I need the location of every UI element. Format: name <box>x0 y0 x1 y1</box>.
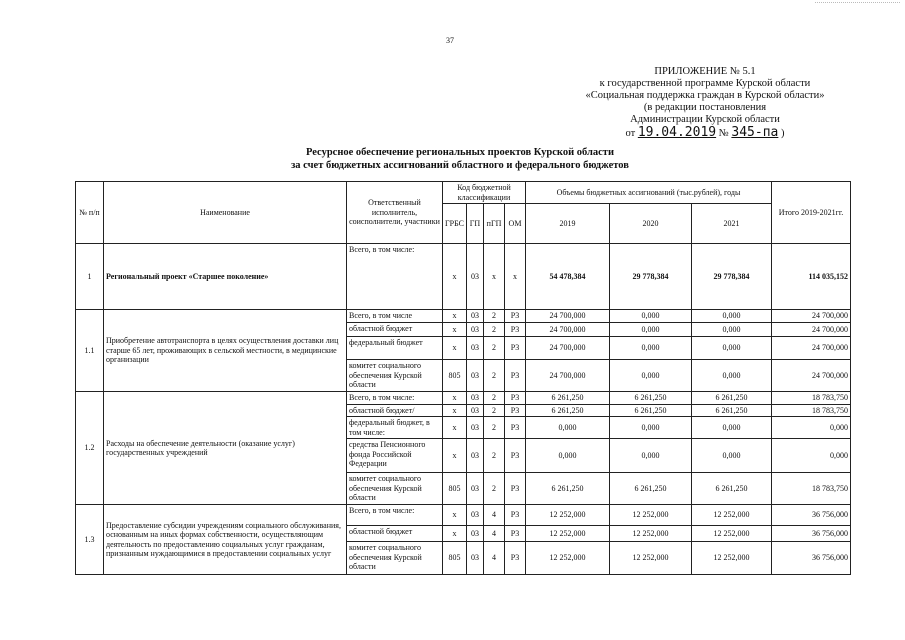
om-cell: P3 <box>505 526 526 542</box>
om-cell: P3 <box>505 337 526 360</box>
grbs-cell: 805 <box>443 542 467 575</box>
total-cell: 114 035,152 <box>772 244 851 310</box>
appendix-line-3: «Социальная поддержка граждан в Курской области» <box>585 90 825 101</box>
y2019-cell: 0,000 <box>526 417 610 439</box>
y2020-cell: 6 261,250 <box>610 392 692 405</box>
pgp-cell: 2 <box>484 310 505 323</box>
executor-cell: областной бюджет <box>347 526 443 542</box>
header-num: № п/п <box>76 182 104 244</box>
total-cell: 36 756,000 <box>772 542 851 575</box>
pgp-cell: 2 <box>484 417 505 439</box>
executor-cell: комитет социального обеспечения Курской области <box>347 473 443 505</box>
y2021-cell: 12 252,000 <box>692 505 772 526</box>
decree-number: 345-па <box>731 125 779 140</box>
row-number: 1.1 <box>76 310 104 392</box>
header-row-1 <box>76 182 851 204</box>
y2020-cell: 0,000 <box>610 417 692 439</box>
y2019-cell: 24 700,000 <box>526 337 610 360</box>
total-cell: 24 700,000 <box>772 310 851 323</box>
y2020-cell: 12 252,000 <box>610 505 692 526</box>
y2021-cell: 0,000 <box>692 323 772 337</box>
grbs-cell: x <box>443 404 467 417</box>
decree-date: 19.04.2019 <box>637 125 717 140</box>
header-gp: ГП <box>467 204 484 244</box>
om-cell: P3 <box>505 417 526 439</box>
y2021-cell: 0,000 <box>692 310 772 323</box>
title-line-1: Ресурсное обеспечение региональных проектов Курской области <box>305 147 614 158</box>
total-cell: 36 756,000 <box>772 526 851 542</box>
header-executor: Ответственный исполнитель, соисполнители, участники <box>347 182 443 244</box>
y2020-cell: 0,000 <box>610 360 692 392</box>
pgp-cell: 2 <box>484 360 505 392</box>
grbs-cell: 805 <box>443 360 467 392</box>
header-om: ОМ <box>505 204 526 244</box>
y2020-cell: 6 261,250 <box>610 473 692 505</box>
item-name: Региональный проект «Старшее поколение» <box>104 244 347 310</box>
grbs-cell: x <box>443 244 467 310</box>
y2021-cell: 12 252,000 <box>692 526 772 542</box>
y2019-cell: 12 252,000 <box>526 526 610 542</box>
table-body <box>76 244 851 575</box>
total-cell: 24 700,000 <box>772 360 851 392</box>
appendix-title: ПРИЛОЖЕНИЕ № 5.1 <box>654 66 756 77</box>
y2020-cell: 0,000 <box>610 310 692 323</box>
y2019-cell: 6 261,250 <box>526 473 610 505</box>
gp-cell: 03 <box>467 392 484 405</box>
document-title <box>250 146 670 172</box>
total-cell: 0,000 <box>772 439 851 473</box>
header-budget-code: Код бюджетной классификации <box>443 182 526 204</box>
om-cell: P3 <box>505 323 526 337</box>
page-number: 37 <box>446 36 454 45</box>
y2021-cell: 0,000 <box>692 439 772 473</box>
total-cell: 0,000 <box>772 417 851 439</box>
header-total: Итого 2019-2021гг. <box>772 182 851 244</box>
budget-table <box>75 181 851 575</box>
gp-cell: 03 <box>467 310 484 323</box>
total-cell: 18 783,750 <box>772 392 851 405</box>
grbs-cell: x <box>443 526 467 542</box>
total-cell: 24 700,000 <box>772 337 851 360</box>
om-cell: P3 <box>505 360 526 392</box>
header-pgp: пГП <box>484 204 505 244</box>
scan-edge-line <box>815 2 900 3</box>
om-cell: P3 <box>505 404 526 417</box>
total-cell: 36 756,000 <box>772 505 851 526</box>
pgp-cell: 2 <box>484 404 505 417</box>
pgp-cell: 4 <box>484 526 505 542</box>
item-name: Предоставление субсидии учреждениям социального обслуживания, основанным на иных формах собственности, осуществляющим деятельность по предоставлению социальных услуг гражданам, признанным нуждающимися в предоставлении социальных услуг <box>104 505 347 575</box>
executor-cell: комитет социального обеспечения Курской области <box>347 542 443 575</box>
grbs-cell: x <box>443 439 467 473</box>
gp-cell: 03 <box>467 244 484 310</box>
gp-cell: 03 <box>467 417 484 439</box>
pgp-cell: 2 <box>484 392 505 405</box>
header-name: Наименование <box>104 182 347 244</box>
row-number: 1 <box>76 244 104 310</box>
total-cell: 18 783,750 <box>772 404 851 417</box>
y2021-cell: 6 261,250 <box>692 473 772 505</box>
header-2021: 2021 <box>692 204 772 244</box>
grbs-cell: x <box>443 417 467 439</box>
y2021-cell: 0,000 <box>692 360 772 392</box>
grbs-cell: x <box>443 505 467 526</box>
y2021-cell: 6 261,250 <box>692 392 772 405</box>
header-2020: 2020 <box>610 204 692 244</box>
table-row <box>76 392 851 405</box>
total-cell: 18 783,750 <box>772 473 851 505</box>
y2020-cell: 0,000 <box>610 439 692 473</box>
y2021-cell: 12 252,000 <box>692 542 772 575</box>
y2020-cell: 0,000 <box>610 323 692 337</box>
y2019-cell: 24 700,000 <box>526 323 610 337</box>
grbs-cell: x <box>443 392 467 405</box>
om-cell: P3 <box>505 473 526 505</box>
y2019-cell: 0,000 <box>526 439 610 473</box>
executor-cell: областной бюджет/ <box>347 404 443 417</box>
y2019-cell: 6 261,250 <box>526 404 610 417</box>
gp-cell: 03 <box>467 323 484 337</box>
grbs-cell: 805 <box>443 473 467 505</box>
y2020-cell: 29 778,384 <box>610 244 692 310</box>
decree-from: от <box>625 128 636 139</box>
row-number: 1.2 <box>76 392 104 505</box>
om-cell: P3 <box>505 505 526 526</box>
y2019-cell: 24 700,000 <box>526 310 610 323</box>
executor-cell: Всего, в том числе: <box>347 244 443 310</box>
pgp-cell: 4 <box>484 505 505 526</box>
appendix-line-2: к государственной программе Курской области <box>599 78 811 89</box>
y2019-cell: 12 252,000 <box>526 542 610 575</box>
y2020-cell: 6 261,250 <box>610 404 692 417</box>
header-grbs: ГРБС <box>443 204 467 244</box>
table-row <box>76 505 851 526</box>
executor-cell: Всего, в том числе: <box>347 505 443 526</box>
item-name: Приобретение автотранспорта в целях осуществления доставки лиц старше 65 лет, проживающих в сельской местности, в медицинские организации <box>104 310 347 392</box>
om-cell: P3 <box>505 310 526 323</box>
om-cell: P3 <box>505 542 526 575</box>
y2021-cell: 0,000 <box>692 417 772 439</box>
om-cell: P3 <box>505 392 526 405</box>
executor-cell: федеральный бюджет <box>347 337 443 360</box>
om-cell: x <box>505 244 526 310</box>
y2021-cell: 29 778,384 <box>692 244 772 310</box>
table-row <box>76 310 851 323</box>
y2019-cell: 54 478,384 <box>526 244 610 310</box>
grbs-cell: x <box>443 310 467 323</box>
executor-cell: федеральный бюджет, в том числе: <box>347 417 443 439</box>
y2020-cell: 12 252,000 <box>610 542 692 575</box>
executor-cell: областной бюджет <box>347 323 443 337</box>
decree-line <box>540 127 870 140</box>
item-name: Расходы на обеспечение деятельности (оказание услуг) государственных учреждений <box>104 392 347 505</box>
header-volumes: Объемы бюджетных ассигнований (тыс.рублей), годы <box>526 182 772 204</box>
y2019-cell: 12 252,000 <box>526 505 610 526</box>
y2021-cell: 6 261,250 <box>692 404 772 417</box>
pgp-cell: 2 <box>484 337 505 360</box>
decree-no: № <box>718 128 729 139</box>
decree-close: ) <box>780 128 785 139</box>
pgp-cell: 2 <box>484 439 505 473</box>
pgp-cell: x <box>484 244 505 310</box>
table-row <box>76 244 851 310</box>
executor-cell: комитет социального обеспечения Курской области <box>347 360 443 392</box>
pgp-cell: 4 <box>484 542 505 575</box>
grbs-cell: x <box>443 337 467 360</box>
y2020-cell: 12 252,000 <box>610 526 692 542</box>
y2019-cell: 6 261,250 <box>526 392 610 405</box>
appendix-line-5: Администрации Курской области <box>630 114 780 125</box>
grbs-cell: x <box>443 323 467 337</box>
gp-cell: 03 <box>467 505 484 526</box>
title-line-2: за счет бюджетных ассигнований областного и федерального бюджетов <box>291 160 629 171</box>
gp-cell: 03 <box>467 439 484 473</box>
gp-cell: 03 <box>467 526 484 542</box>
executor-cell: средства Пенсионного фонда Российской Федерации <box>347 439 443 473</box>
gp-cell: 03 <box>467 337 484 360</box>
executor-cell: Всего, в том числе: <box>347 392 443 405</box>
row-number: 1.3 <box>76 505 104 575</box>
y2021-cell: 0,000 <box>692 337 772 360</box>
gp-cell: 03 <box>467 404 484 417</box>
y2020-cell: 0,000 <box>610 337 692 360</box>
appendix-line-4: (в редакции постановления <box>643 102 767 113</box>
pgp-cell: 2 <box>484 323 505 337</box>
appendix-header <box>540 66 870 140</box>
gp-cell: 03 <box>467 360 484 392</box>
om-cell: P3 <box>505 439 526 473</box>
pgp-cell: 2 <box>484 473 505 505</box>
gp-cell: 03 <box>467 542 484 575</box>
y2019-cell: 24 700,000 <box>526 360 610 392</box>
total-cell: 24 700,000 <box>772 323 851 337</box>
header-2019: 2019 <box>526 204 610 244</box>
gp-cell: 03 <box>467 473 484 505</box>
executor-cell: Всего, в том числе <box>347 310 443 323</box>
